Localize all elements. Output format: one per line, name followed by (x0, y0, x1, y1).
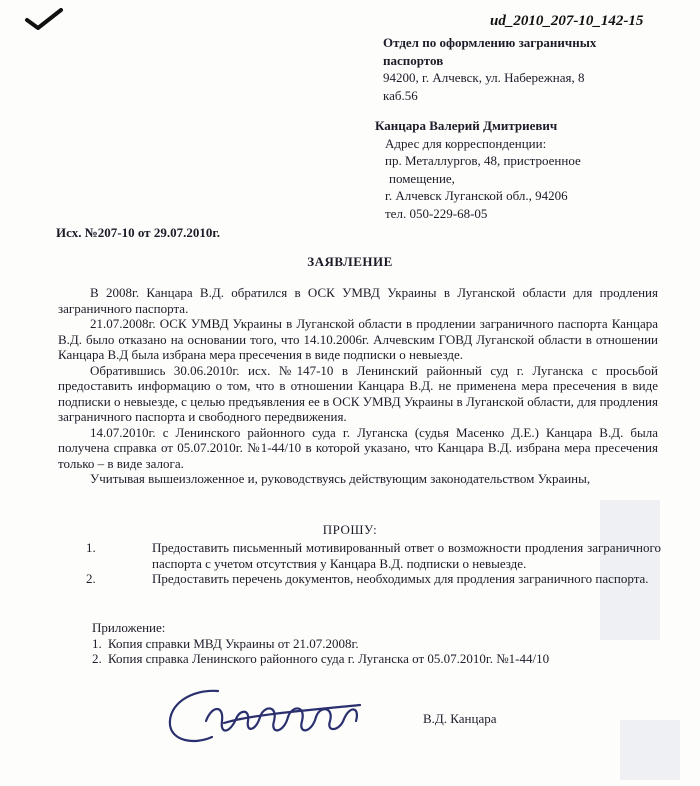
list-item-number: 2. (92, 651, 102, 666)
document-title: ЗАЯВЛЕНИЕ (307, 254, 393, 269)
recipient-dept-line: Отдел по оформлению заграничных (383, 35, 597, 50)
attachments-block (92, 620, 672, 667)
body-paragraph: Обратившись 30.06.2010г. исх. №147-10 в Ленинский районный суд г. Луганска с просьбой предоставить информацию о том, что в отношении Канцара В.Д. не применена мера пресечения в виде подписки о невыезде, с целью предъявления ее в ОСК УМВД Украины в Луганской области, для продления заграничного паспорта и свободного передвижения. (58, 362, 658, 424)
recipient-block (383, 34, 596, 104)
statement-body (58, 285, 658, 487)
sender-address: пр. Металлургов, 48, пристроенное (385, 153, 581, 168)
sender-name: Канцара Валерий Дмитриевич (375, 118, 558, 133)
list-item (92, 636, 672, 652)
sender-address: г. Алчевск Луганской обл., 94206 (385, 188, 568, 203)
attachments-title: Приложение: (92, 620, 166, 635)
body-paragraph: 14.07.2010г. с Ленинского районного суда г. Луганска (судья Масенко Д.Е.) Канцара В.Д. была получена справка от 05.07.2010г. №1-44/10 в которой указано, что Канцара В.Д. избрана мера пресечения только – в виде залога. (58, 424, 658, 471)
handwritten-signature (160, 675, 375, 760)
document-id: ud_2010_207-10_142-15 (490, 13, 644, 29)
list-item (92, 651, 672, 667)
recipient-address: каб.56 (383, 87, 418, 103)
recipient-dept-line: паспортов (383, 52, 444, 68)
body-paragraph: 21.07.2008г. ОСК УМВД Украины в Луганской области в продлении заграничного паспорта Канцара В.Д. было отказано на основании того, что 14.10.2006г. Алчевским ГОВД Луганской области в отношении Канцара В.Д была избрана мера пресечения в виде подписки о невыезде. (58, 316, 658, 362)
list-item-number: 2. (86, 571, 96, 586)
scan-bleed-mark (620, 720, 680, 780)
outgoing-number: Исх. №207-10 от 29.07.2010г. (56, 225, 221, 240)
sender-phone: тел. 050-229-68-05 (385, 205, 488, 221)
list-item-number: 1. (86, 540, 96, 555)
sender-address-label: Адрес для корреспонденции: (385, 135, 547, 151)
body-paragraph: В 2008г. Канцара В.Д. обратился в ОСК УМВД Украины в Луганской области для продления заграничного паспорта. (58, 285, 658, 316)
list-item-number: 1. (92, 635, 102, 651)
signer-name: В.Д. Канцара (423, 711, 497, 726)
list-item-text: Предоставить письменный мотивированный ответ о возможности продления заграничного паспорта с учетом отсутствия у Канцара В.Д. подписки о невыезде. (152, 540, 661, 571)
body-paragraph: Учитывая вышеизложенное и, руководствуясь действующим законодательством Украины, (90, 471, 591, 486)
recipient-address: 94200, г. Алчевск, ул. Набережная, 8 (383, 70, 585, 85)
list-item-text: Предоставить перечень документов, необходимых для продления заграничного паспорта. (152, 571, 649, 586)
list-item-text: Копия справки МВД Украины от 21.07.2008г. (108, 635, 359, 651)
request-title: ПРОШУ: (322, 522, 378, 537)
list-item (86, 540, 661, 571)
sender-address: помещение, (389, 170, 455, 186)
sender-block (375, 117, 581, 222)
list-item-text: Копия справка Ленинского районного суда г. Луганска от 05.07.2010г. №1-44/10 (108, 651, 550, 666)
list-item (86, 571, 661, 587)
request-list (86, 540, 661, 587)
check-mark-icon (24, 8, 64, 30)
